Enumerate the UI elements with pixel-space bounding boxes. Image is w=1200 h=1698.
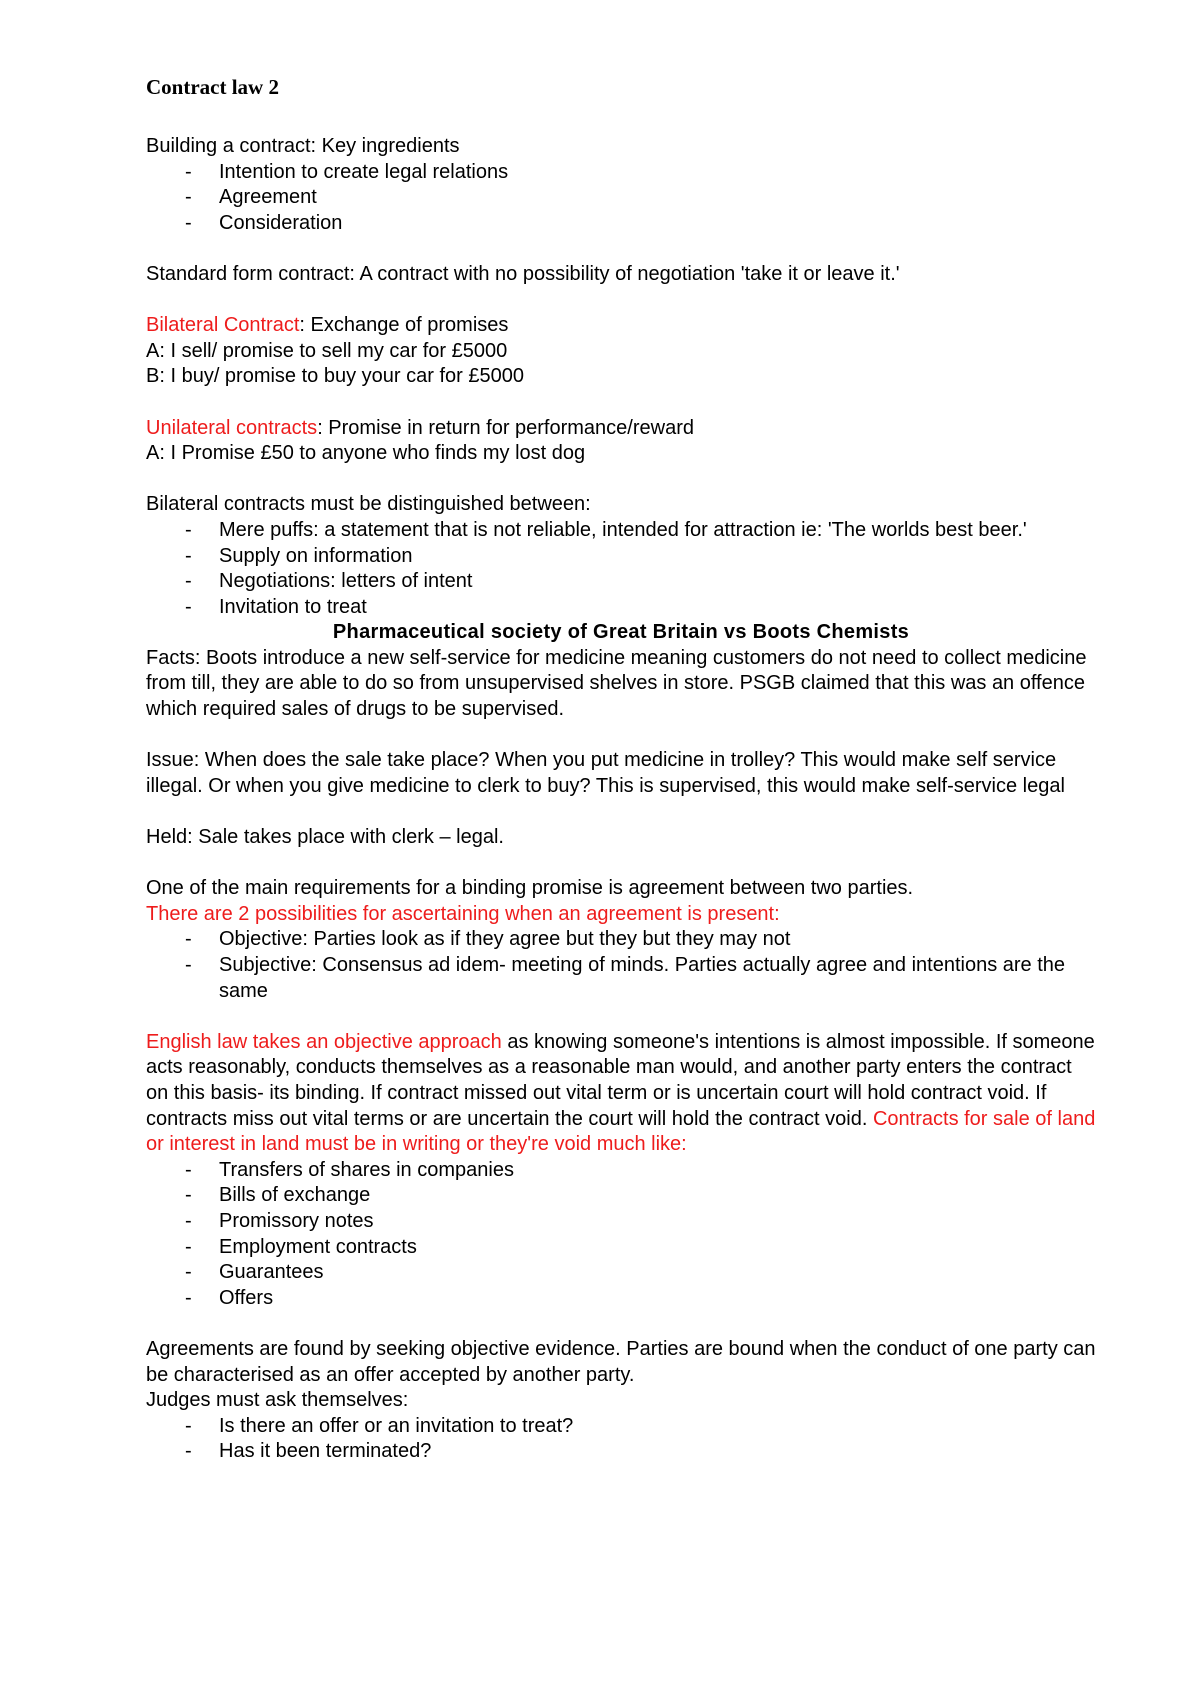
english-law-body: as knowing someone's intentions is almost impossible. If someone acts reasonably, conducts themselves as a reasonable man would, and another party enters the contract on this basis- its binding. If contract missed out vital term or is uncertain court will hold contract void. If contracts miss out vital terms or are uncertain the court will hold the contract void. — [146, 1030, 1095, 1130]
case-held: Held: Sale takes place with clerk – legal. — [146, 826, 504, 849]
unilateral-term: Unilateral contracts — [146, 416, 318, 439]
list-item: - Employment contracts — [146, 1235, 1096, 1261]
list-item: - Negotiations: letters of intent — [146, 569, 1096, 595]
page-title: Contract law 2 — [146, 75, 279, 99]
list-item: - Supply on information — [146, 544, 1096, 570]
agreement-list — [146, 927, 1096, 1004]
list-item: - Intention to create legal relations — [146, 160, 1096, 186]
list-item: - Objective: Parties look as if they agree but they but they may not — [146, 927, 1096, 953]
objective-evidence-paragraph: Agreements are found by seeking objective evidence. Parties are bound when the conduct of one party can be characterised as an offer accepted by another party. — [146, 1337, 1096, 1386]
bilateral-definition — [146, 313, 1096, 339]
list-item: - Invitation to treat — [146, 595, 1096, 621]
list-item: - Subjective: Consensus ad idem- meeting of minds. Parties actually agree and intentions are the same — [146, 953, 1096, 1004]
list-item: - Consideration — [146, 211, 1096, 237]
list-item: - Bills of exchange — [146, 1183, 1096, 1209]
case-issue: Issue: When does the sale take place? When you put medicine in trolley? This would make self service illegal. Or when you give medicine to clerk to buy? This is supervised, this would make self-service legal — [146, 749, 1065, 797]
document-body — [146, 74, 1096, 1465]
judges-heading: Judges must ask themselves: — [146, 1389, 409, 1412]
distinguish-list — [146, 518, 1096, 620]
unilateral-definition-text: : Promise in return for performance/reward — [317, 416, 694, 439]
list-item: - Mere puffs: a statement that is not reliable, intended for attraction ie: 'The worlds best beer.' — [146, 518, 1096, 544]
english-law-paragraph — [146, 1030, 1096, 1158]
writing-required-list — [146, 1158, 1096, 1312]
list-item: - Has it been terminated? — [146, 1439, 1096, 1465]
standard-form-paragraph: Standard form contract: A contract with no possibility of negotiation 'take it or leave it.' — [146, 262, 900, 285]
unilateral-definition — [146, 416, 1096, 442]
list-item: - Agreement — [146, 185, 1096, 211]
ingredients-list — [146, 160, 1096, 237]
list-item: - Guarantees — [146, 1260, 1096, 1286]
case-facts: Facts: Boots introduce a new self-service for medicine meaning customers do not need to collect medicine from till, they are able to do so from unsupervised shelves in store. PSGB claimed that this was an offence which required sales of drugs to be supervised. — [146, 646, 1087, 721]
bilateral-example-b: B: I buy/ promise to buy your car for £5000 — [146, 365, 524, 388]
list-item: - Offers — [146, 1286, 1096, 1312]
ingredients-heading: Building a contract: Key ingredients — [146, 135, 460, 157]
judges-questions-list — [146, 1414, 1096, 1465]
list-item: - Transfers of shares in companies — [146, 1158, 1096, 1184]
list-item: - Is there an offer or an invitation to treat? — [146, 1414, 1096, 1440]
unilateral-example-a: A: I Promise £50 to anyone who finds my lost dog — [146, 442, 586, 465]
bilateral-definition-text: : Exchange of promises — [299, 314, 509, 337]
english-law-highlight-2: Contracts for sale of land or interest in land must be in writing or they're void much like: — [146, 1107, 1096, 1156]
agreement-intro: One of the main requirements for a binding promise is agreement between two parties. — [146, 877, 914, 900]
bilateral-example-a: A: I sell/ promise to sell my car for £5000 — [146, 339, 508, 362]
case-title: Pharmaceutical society of Great Britain vs Boots Chemists — [332, 621, 910, 644]
english-law-highlight: English law takes an objective approach — [146, 1030, 502, 1053]
agreement-possibilities: There are 2 possibilities for ascertaining when an agreement is present: — [146, 902, 780, 925]
distinguish-heading: Bilateral contracts must be distinguished between: — [146, 493, 591, 516]
bilateral-term: Bilateral Contract — [146, 314, 300, 337]
list-item: - Promissory notes — [146, 1209, 1096, 1235]
